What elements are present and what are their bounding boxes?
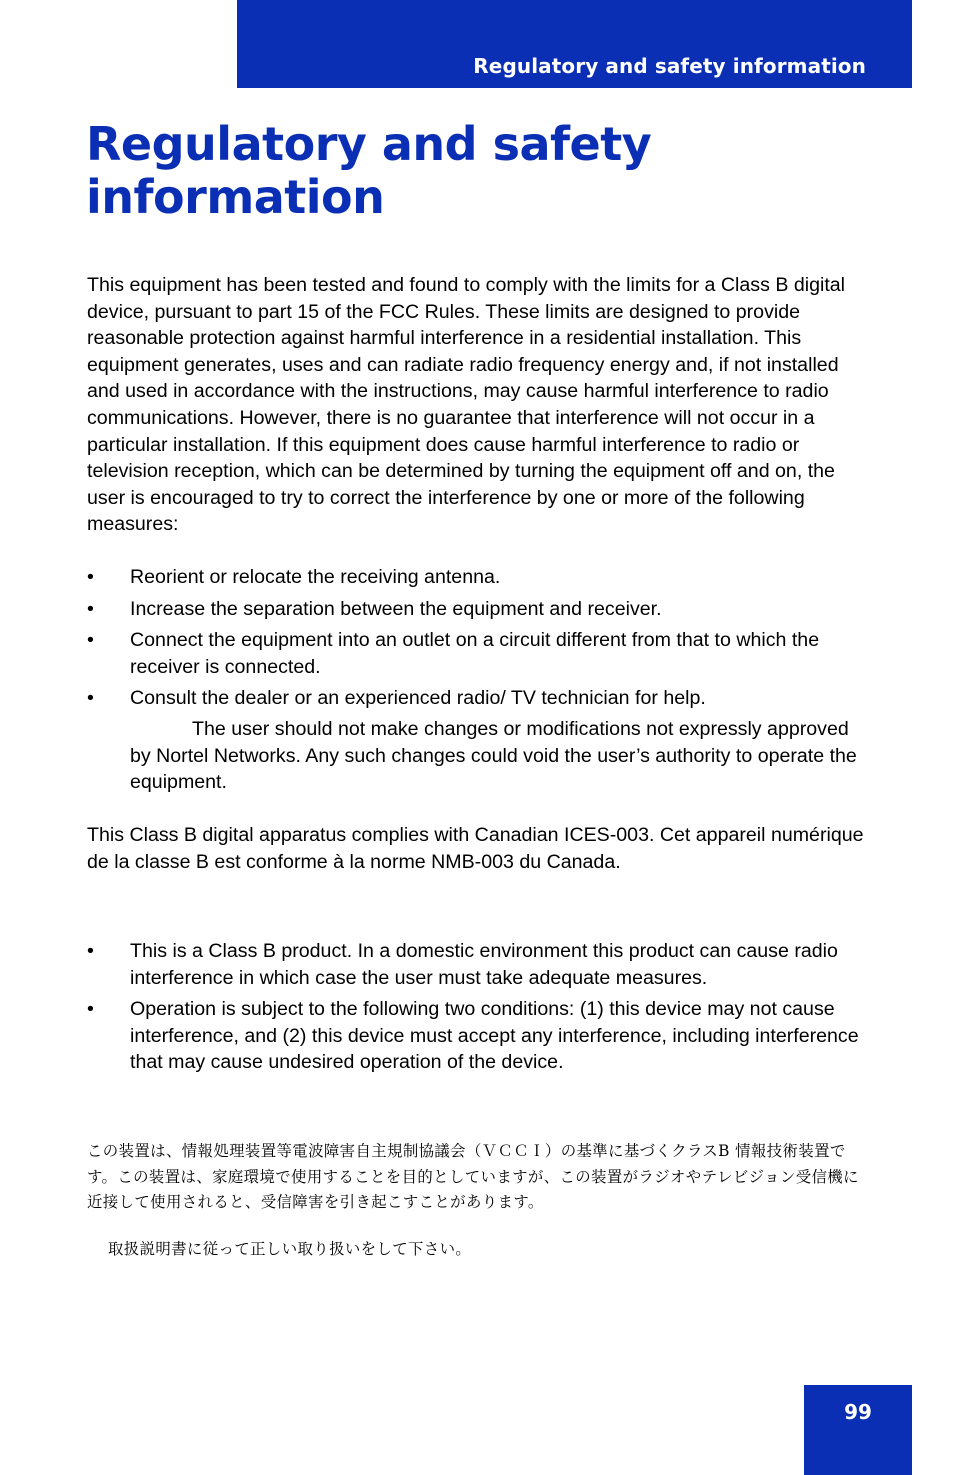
list-item	[87, 685, 869, 712]
japan-vcci-notice: この装置は、情報処理装置等電波障害自主規制協議会（ＶＣＣＩ）の基準に基づくクラスB 情報技術装置です。この装置は、家庭環境で使用することを目的としていますが、この装置がラジオやテレビジョン受信機に近接して使用されると、受信障害を引き起こすことがあります。	[87, 1142, 859, 1211]
interference-measures-list	[87, 564, 869, 717]
canada-compliance-paragraph: This Class B digital apparatus complies with Canadian ICES-003. Cet appareil numérique de la classe B est conforme à la norme NMB-003 du Canada.	[87, 824, 864, 873]
bullet-icon: •	[87, 998, 94, 1021]
running-header-title: Regulatory and safety information	[473, 54, 866, 78]
fcc-paragraph: This equipment has been tested and found to comply with the limits for a Class B digital device, pursuant to part 15 of the FCC Rules. These limits are designed to provide reasonable protection against harmful interference in a residential installation. This equipment generates, uses and can radiate radio frequency energy and, if not installed and used in accordance with the instructions, may cause harmful interference to radio communications. However, there is no guarantee that interference will not occur in a particular installation. If this equipment does cause harmful interference to radio or television reception, which can be determined by turning the equipment off and on, the user is encouraged to try to correct the interference by one or more of the following measures:	[87, 274, 846, 536]
class-b-conditions-list	[87, 938, 869, 1081]
bullet-icon: •	[87, 940, 94, 962]
list-item	[87, 627, 869, 680]
bullet-icon: •	[87, 597, 94, 620]
running-header-bar	[237, 0, 912, 88]
list-item-text: This is a Class B product. In a domestic environment this product can cause radio interference in which case the user must take adequate measures.	[130, 940, 838, 989]
list-item	[87, 996, 869, 1076]
japan-instruction: 取扱説明書に従って正しい取り扱いをして下さい。	[108, 1240, 472, 1258]
bullet-icon: •	[87, 566, 94, 588]
modification-note: The user should not make changes or modifications not expressly approved by Nortel Networks. Any such changes could void the user’s authority to operate the equipment.	[130, 718, 857, 794]
list-item	[87, 596, 869, 623]
bullet-icon: •	[87, 629, 94, 652]
list-item-text: Consult the dealer or an experienced radio/ TV technician for help.	[130, 687, 706, 710]
list-item-text: Reorient or relocate the receiving antenna.	[130, 566, 501, 588]
list-item	[87, 938, 869, 991]
list-item-text: Connect the equipment into an outlet on a circuit different from that to which the receiver is connected.	[130, 629, 820, 678]
page-title: Regulatory and safety information	[86, 117, 652, 224]
list-item-text: Operation is subject to the following two conditions: (1) this device may not cause interference, and (2) this device must accept any interference, including interference that may cause undesired operation of the device.	[130, 998, 859, 1074]
page-number-box	[804, 1385, 912, 1475]
page-number: 99	[844, 1400, 872, 1424]
list-item	[87, 564, 869, 591]
list-item-text: Increase the separation between the equipment and receiver.	[130, 597, 662, 620]
bullet-icon: •	[87, 687, 94, 710]
